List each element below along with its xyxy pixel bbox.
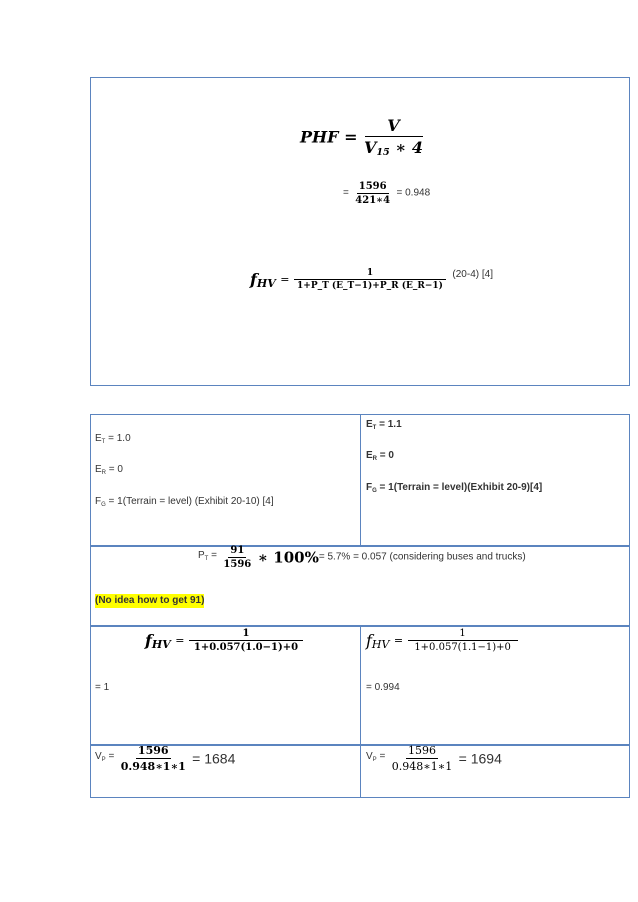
calc-result: = 0.948 [396,187,431,199]
left-fhv-sub: HV [151,637,171,651]
left-er-sub: R [101,470,107,476]
left-fhv-numerator: 1 [189,628,303,641]
right-fg [366,481,542,498]
right-vp-formula [366,744,502,773]
pt-p: P [198,550,205,561]
left-vp-eq: = [105,751,115,762]
left-fg [95,495,274,512]
fhv-fraction [294,268,446,291]
right-vp-fraction [390,744,454,773]
right-er-e: E [366,450,373,461]
left-vp-label [95,751,114,762]
pt-eq: = [208,550,217,561]
phf-numerator: V [365,116,423,137]
pt-numerator: 91 [230,545,245,556]
left-er-e: E [95,464,102,475]
left-vp-denominator: 0.948∗1∗1 [120,760,186,773]
right-et-value: = 1.1 [376,419,402,430]
left-fhv-lhs [145,631,171,650]
right-vp-result: = 1694 [458,750,502,767]
phf-den-sub: 15 [376,147,390,158]
right-et-e: E [366,419,373,430]
fhv-lhs [250,270,276,289]
right-fg-f: F [366,482,373,493]
left-fhv-formula [145,628,303,653]
phf-calculation [343,181,430,206]
pt-fraction [221,545,253,570]
fhv-eq: = [280,273,290,286]
left-fg-sub: G [101,502,106,508]
left-er [95,463,123,480]
right-fhv-fraction [408,628,518,653]
right-vp-sub: P [372,757,377,763]
right-vp-v: V [366,751,373,762]
right-fhv-lhs [366,631,389,650]
calc-fraction [353,181,392,206]
right-er [366,449,394,466]
right-fhv-sub: HV [371,637,390,651]
right-fhv-denominator: 1+0.057(1.1−1)+0 [414,642,511,653]
phf-denominator [362,137,425,158]
parameters-divider [360,414,361,546]
left-et-value: = 1.0 [105,433,131,444]
left-fhv-eq: = [175,634,185,647]
fhv-numerator: 1 [294,268,446,280]
left-vp-formula [95,744,235,773]
phf-den-v: V [363,138,377,157]
phf-fraction [362,116,425,158]
left-er-value: = 0 [106,464,123,475]
pt-multiplier: ∗ 100% [257,548,319,567]
left-et-sub: T [101,439,106,445]
right-vp-numerator: 1596 [407,744,436,757]
left-fg-value: = 1(Terrain = level) (Exhibit 20-10) [4] [105,496,274,507]
left-fhv-denominator: 1+0.057(1.0−1)+0 [193,642,299,653]
right-fhv-eq: = [393,634,404,647]
calc-numerator: 1596 [358,181,387,192]
right-er-sub: R [372,456,378,462]
highlighted-note: (No idea how to get 91) [95,595,205,606]
right-fg-sub: G [372,488,377,494]
phf-den-tail: ∗ 4 [395,138,424,157]
right-vp-label [366,751,385,762]
left-et-e: E [95,433,102,444]
calc-eq: = [343,187,349,199]
pt-label [198,550,217,561]
right-vp-eq: = [376,751,386,762]
phf-formula [300,116,425,158]
right-er-value: = 0 [377,450,394,461]
left-vp-result: = 1684 [192,750,236,767]
calc-denominator: 421∗4 [355,195,391,206]
right-et [366,418,402,435]
pt-result: = 5.7% = 0.057 (considering buses and trucks) [318,551,526,563]
right-vp-denominator: 0.948∗1∗1 [391,760,453,773]
left-vp-numerator: 1596 [137,744,169,757]
left-fg-f: F [95,496,102,507]
right-fhv-f: f [366,630,372,650]
pt-denominator: 1596 [223,559,252,570]
fhv-reference: (20-4) [4] [452,269,493,280]
fhv-formula [250,268,493,291]
fhv-f: f [250,269,257,289]
left-fhv-f: f [145,630,152,650]
left-vp-v: V [95,751,102,762]
pt-formula [198,545,526,570]
pt-sub: T [204,556,209,562]
right-fhv-numerator: 1 [408,628,518,641]
left-vp-sub: P [101,757,106,763]
left-fhv-fraction [189,628,303,653]
right-et-sub: T [372,425,377,431]
right-fhv-formula [366,628,518,653]
right-fg-value: = 1(Terrain = level)(Exhibit 20-9)[4] [376,482,543,493]
fhv-denominator: 1+P_T (E_T−1)+P_R (E_R−1) [297,281,443,291]
left-et [95,432,131,449]
right-fhv-result: = 0.994 [366,682,400,693]
left-vp-fraction [119,744,188,773]
left-fhv-result: = 1 [95,682,110,693]
phf-lhs: PHF = [300,127,358,147]
fhv-sub: HV [256,276,276,290]
